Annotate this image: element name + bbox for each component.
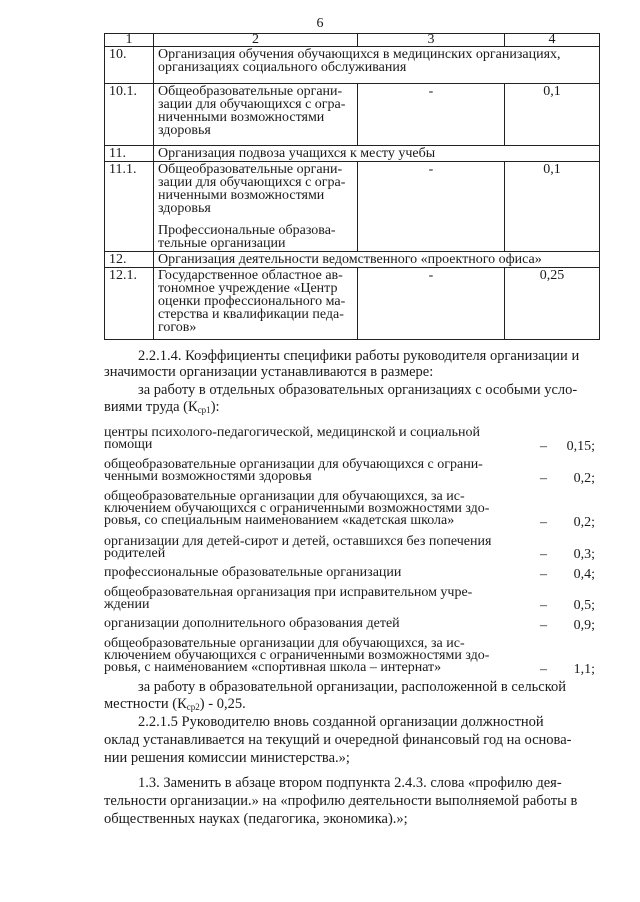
coef-value: 0,2; — [573, 515, 595, 530]
coef-value: 0,5; — [573, 598, 595, 613]
subscript: ср2 — [186, 702, 200, 712]
header-col-2: 2 — [154, 34, 358, 47]
coef-item-label — [104, 491, 512, 527]
table-row — [105, 146, 600, 162]
coef-item-label — [104, 638, 512, 674]
coef-item-label — [104, 587, 512, 611]
cell-line: ключением обучающихся с ограниченными возможностями здо- — [104, 501, 490, 516]
row-section-title — [154, 47, 600, 84]
cell-line: Государственное областное ав- — [158, 268, 343, 283]
cell-line: помощи — [104, 437, 153, 452]
cell-line: ниченными возможностями — [158, 110, 325, 125]
row-number: 11. — [105, 146, 154, 162]
row-col3: - — [358, 84, 505, 146]
text-fragment: виями труда (К — [104, 399, 198, 415]
para-2214-line2: значимости организации устанавливаются в размере: — [104, 364, 434, 380]
coef-dash: – — [540, 515, 547, 530]
coef-item-label — [104, 459, 512, 483]
cell-line: Общеобразовательные органи- — [158, 84, 343, 99]
para-13-line3: общественных науках (педагогика, экономика).»; — [104, 811, 408, 827]
para-2214-line4 — [104, 400, 220, 418]
row-number: 10. — [105, 47, 154, 84]
row-number: 12. — [105, 252, 154, 268]
table-row — [105, 268, 600, 340]
coef-value: 0,15; — [566, 439, 595, 454]
cell-line: здоровья — [158, 123, 211, 138]
coef-item-label — [104, 427, 512, 451]
row-coefficient: 0,1 — [505, 162, 600, 252]
row-org-type — [154, 84, 358, 146]
para-13-line2: тельности организации.» на «профилю деятельности выполняемой работы в — [104, 793, 578, 809]
cell-line: зации для обучающихся с огра- — [158, 97, 346, 112]
cell-line: тономное учреждение «Центр — [158, 281, 338, 296]
coef-dash: – — [540, 547, 547, 562]
cell-line: гогов» — [158, 320, 197, 335]
cell-line: зации для обучающихся с огра- — [158, 175, 346, 190]
table-row — [105, 252, 600, 268]
cell-line: оценки профессионального ма- — [158, 294, 346, 309]
cell-line: родителей — [104, 546, 166, 561]
cell-line: общеобразовательная организация при исправительном учре- — [104, 585, 473, 600]
header-col-1: 1 — [105, 34, 154, 47]
coef-item-label — [104, 536, 512, 560]
coef-dash: – — [540, 439, 547, 454]
cell-line: ниченными возможностями — [158, 188, 325, 203]
row-number: 12.1. — [105, 268, 154, 340]
row-number: 10.1. — [105, 84, 154, 146]
cell-line: центры психолого-педагогической, медицинской и социальной — [104, 425, 480, 440]
row-section-title — [154, 146, 600, 162]
row-coefficient: 0,25 — [505, 268, 600, 340]
cell-line: ровья, с наименованием «спортивная школа – интернат» — [104, 660, 442, 675]
para-2215-line1: 2.2.1.5 Руководителю вновь созданной организации должностной — [138, 714, 544, 730]
text-fragment: местности (К — [104, 696, 187, 712]
rural-line1: за работу в образовательной организации, расположенной в сельской — [138, 679, 567, 695]
cell-line: ключением обучающихся с ограниченными возможностями здо- — [104, 648, 490, 663]
coef-dash: – — [540, 618, 547, 633]
coef-item-label — [104, 567, 512, 579]
cell-line: общеобразовательные организации для обучающихся, за ис- — [104, 636, 465, 651]
text-fragment: ): — [210, 399, 220, 415]
cell-line: организациях социального обслуживания — [158, 60, 407, 75]
cell-line: Профессиональные образова- — [158, 223, 336, 238]
row-org-type — [154, 162, 358, 252]
coef-value: 0,2; — [573, 471, 595, 486]
cell-line: ченными возможностями здоровья — [104, 469, 312, 484]
subscript: ср1 — [197, 405, 211, 415]
table-row — [105, 162, 600, 252]
coef-dash: – — [540, 598, 547, 613]
cell-line: стерства и квалификации педа- — [158, 307, 344, 322]
cell-line: общеобразовательные организации для обучающихся с ограни- — [104, 457, 483, 472]
text-fragment: ) - 0,25. — [199, 696, 246, 712]
cell-line: профессиональные образовательные организации — [104, 565, 402, 580]
coef-value: 0,9; — [573, 618, 595, 633]
row-org-type — [154, 268, 358, 340]
coef-dash: – — [540, 471, 547, 486]
table-row — [105, 47, 600, 84]
cell-line: ждении — [104, 597, 150, 612]
cell-line: Организация деятельности ведомственного «проектного офиса» — [158, 252, 542, 267]
cell-line: ровья, со специальным наименованием «кадетская школа» — [104, 513, 455, 528]
row-number: 11.1. — [105, 162, 154, 252]
cell-line: организации для детей-сирот и детей, оставшихся без попечения — [104, 534, 492, 549]
cell-line: организации дополнительного образования детей — [104, 616, 400, 631]
coefficients-table — [104, 33, 600, 340]
table-header-row — [105, 34, 600, 47]
rural-line2 — [104, 697, 246, 715]
cell-line: общеобразовательные организации для обучающихся, за ис- — [104, 489, 465, 504]
coef-value: 1,1; — [573, 662, 595, 677]
row-col3: - — [358, 162, 505, 252]
cell-line: Общеобразовательные органи- — [158, 162, 343, 177]
cell-line: Организация подвоза учащихся к месту учебы — [158, 146, 436, 161]
row-col3: - — [358, 268, 505, 340]
cell-line: Организация обучения обучающихся в медицинских организациях, — [158, 47, 561, 62]
row-coefficient: 0,1 — [505, 84, 600, 146]
cell-line: тельные организации — [158, 236, 286, 251]
para-13-line1: 1.3. Заменить в абзаце втором подпункта 2.4.3. слова «профилю дея- — [138, 775, 562, 791]
coef-value: 0,4; — [573, 567, 595, 582]
row-section-title — [154, 252, 600, 268]
coef-dash: – — [540, 662, 547, 677]
header-col-3: 3 — [358, 34, 505, 47]
coef-dash: – — [540, 567, 547, 582]
page-number: 6 — [316, 16, 324, 31]
coef-value: 0,3; — [573, 547, 595, 562]
para-2214-line1: 2.2.1.4. Коэффициенты специфики работы руководителя организации и — [138, 348, 580, 364]
para-2215-line2: оклад устанавливается на текущий и очередной финансовый год на основа- — [104, 732, 572, 748]
cell-line: здоровья — [158, 201, 211, 216]
table-row — [105, 84, 600, 146]
para-2215-line3: нии решения комиссии министерства.»; — [104, 750, 350, 766]
coef-item-label — [104, 618, 512, 630]
header-col-4: 4 — [505, 34, 600, 47]
para-2214-line3: за работу в отдельных образовательных организациях с особыми усло- — [138, 382, 578, 398]
